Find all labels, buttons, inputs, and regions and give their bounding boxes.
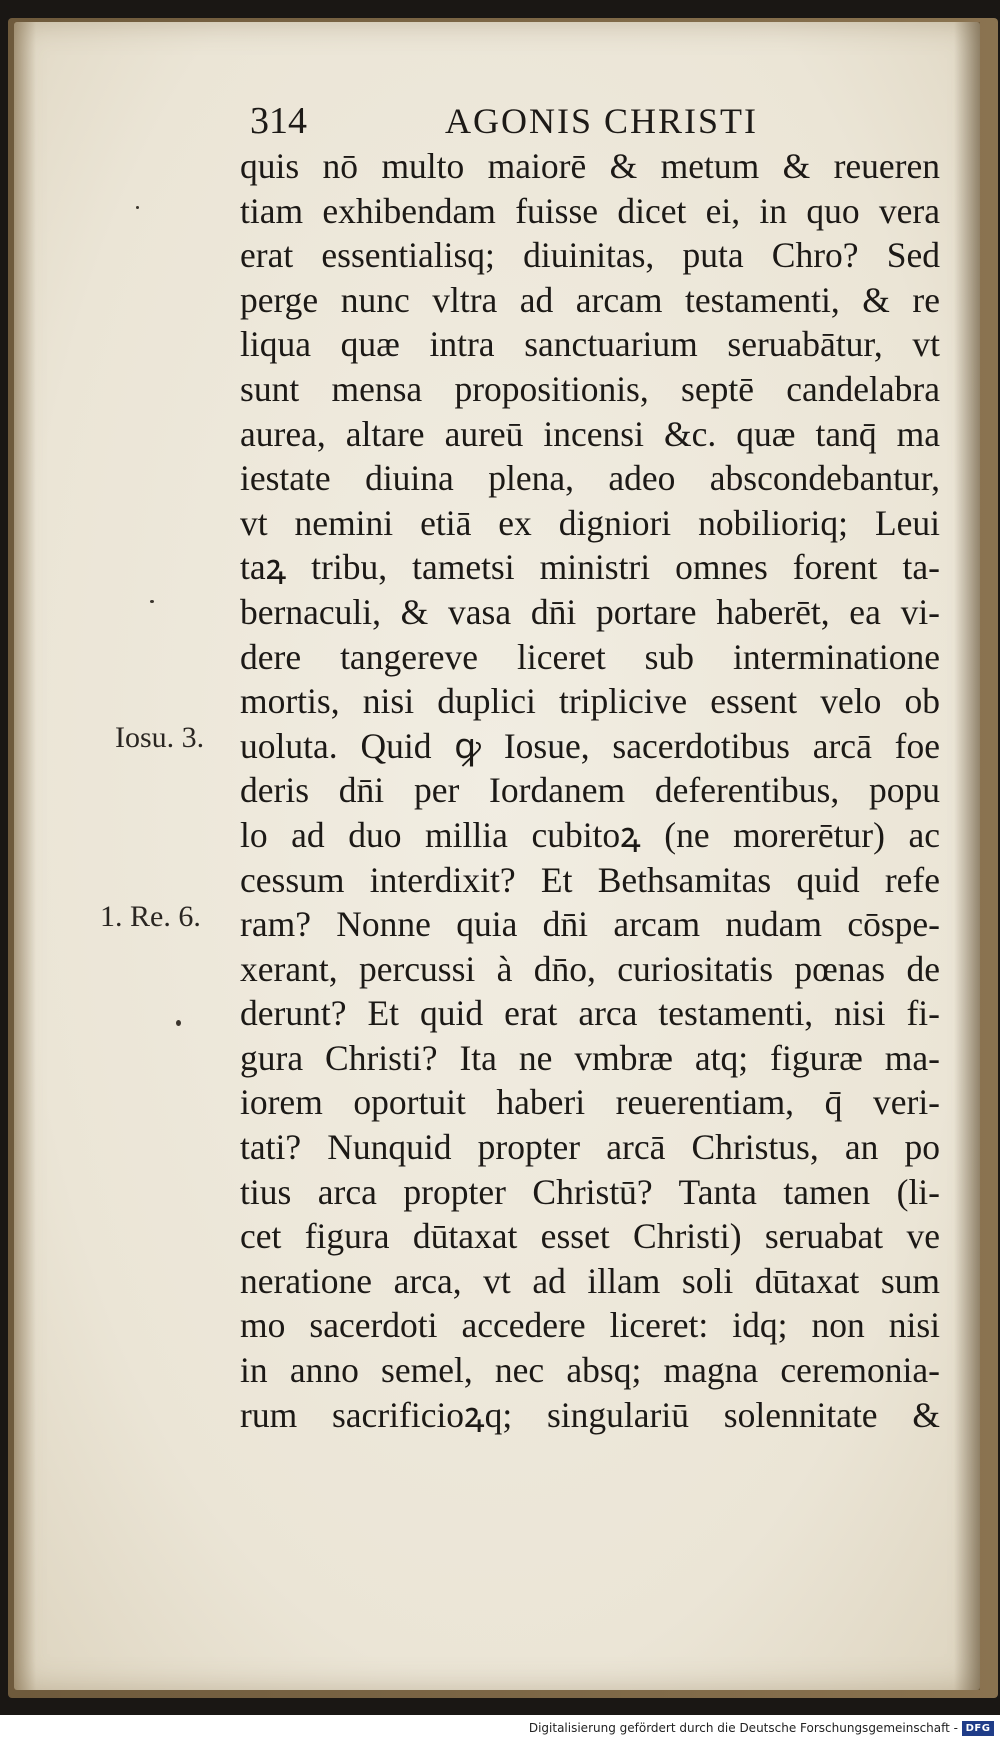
text-line: taꝝ tribu, tametsi ministri omnes forent ta- xyxy=(240,547,940,588)
text-line: sunt mensa propositionis, septē candelabra xyxy=(240,368,940,409)
ink-speck xyxy=(136,206,139,209)
text-line: liqua quæ intra sanctuarium seruabātur, vt xyxy=(240,324,940,365)
ink-speck xyxy=(176,1020,181,1026)
text-line: tiam exhibendam fuisse dicet ei, in quo vera xyxy=(240,190,940,231)
text-line: mortis, nisi duplici triplicive essent velo ob xyxy=(240,681,940,722)
text-line: deris dn̄i per Iordanem deferentibus, popu xyxy=(240,770,940,811)
text-line: mo sacerdoti accedere liceret: idq; non nisi xyxy=(240,1305,940,1346)
ink-speck xyxy=(150,600,154,603)
text-line: cessum interdixit? Et Bethsamitas quid refe xyxy=(240,859,940,900)
text-line: tius arca propter Christū? Tanta tamen (li- xyxy=(240,1171,940,1212)
text-line: cet figura dūtaxat esset Christi) seruabat ve xyxy=(240,1216,940,1257)
text-line: erat essentialisq; diuinitas, puta Chro? Sed xyxy=(240,235,940,276)
text-line: iestate diuina plena, adeo abscondebantur, xyxy=(240,458,940,499)
text-line: gura Christi? Ita ne vmbræ atq; figuræ ma- xyxy=(240,1037,940,1078)
page-number: 314 xyxy=(250,100,307,142)
footer-bar xyxy=(0,1715,1000,1747)
text-line: uoluta. Quid ꝙ Iosue, sacerdotibus arcā foe xyxy=(240,725,940,766)
text-line: xerant, percussi à dn̄o, curiositatis pœnas de xyxy=(240,948,940,989)
marginal-note-reges: 1. Re. 6. xyxy=(100,900,201,933)
text-line: aurea, altare aureū incensi &c. quæ tanq̄ ma xyxy=(240,413,940,454)
running-title: AGONIS CHRISTI xyxy=(445,101,759,141)
text-line: quis nō multo maiorē & metum & reueren xyxy=(240,146,940,186)
dfg-logo: DFG xyxy=(962,1721,994,1736)
body-text xyxy=(240,144,940,1437)
text-line: neratione arca, vt ad illam soli dūtaxat sum xyxy=(240,1260,940,1301)
text-line: lo ad duo millia cubitoꝝ (ne morerētur) ac xyxy=(240,814,940,855)
text-line: tati? Nunquid propter arcā Christus, an po xyxy=(240,1127,940,1168)
text-line: dere tangereve liceret sub interminatione xyxy=(240,636,940,677)
text-line: perge nunc vltra ad arcam testamenti, & re xyxy=(240,279,940,320)
running-head xyxy=(250,98,950,144)
text-line: rum sacrificioꝝq; singulariū solennitate & xyxy=(240,1394,940,1435)
text-line: iorem oportuit haberi reuerentiam, q̄ veri- xyxy=(240,1082,940,1123)
funding-credit: Digitalisierung gefördert durch die Deutsche Forschungsgemeinschaft - xyxy=(528,1721,958,1735)
text-line: vt nemini etiā ex digniori nobilioriq; Leui xyxy=(240,502,940,543)
text-line: bernaculi, & vasa dn̄i portare haberēt, ea vi- xyxy=(240,591,940,632)
marginal-note-josue: Iosu. 3. xyxy=(115,721,205,754)
text-line: ram? Nonne quia dn̄i arcam nudam cōspe- xyxy=(240,904,940,945)
text-line: in anno semel, nec absq; magna ceremonia- xyxy=(240,1350,940,1391)
text-line: derunt? Et quid erat arca testamenti, nisi fi- xyxy=(240,993,940,1034)
